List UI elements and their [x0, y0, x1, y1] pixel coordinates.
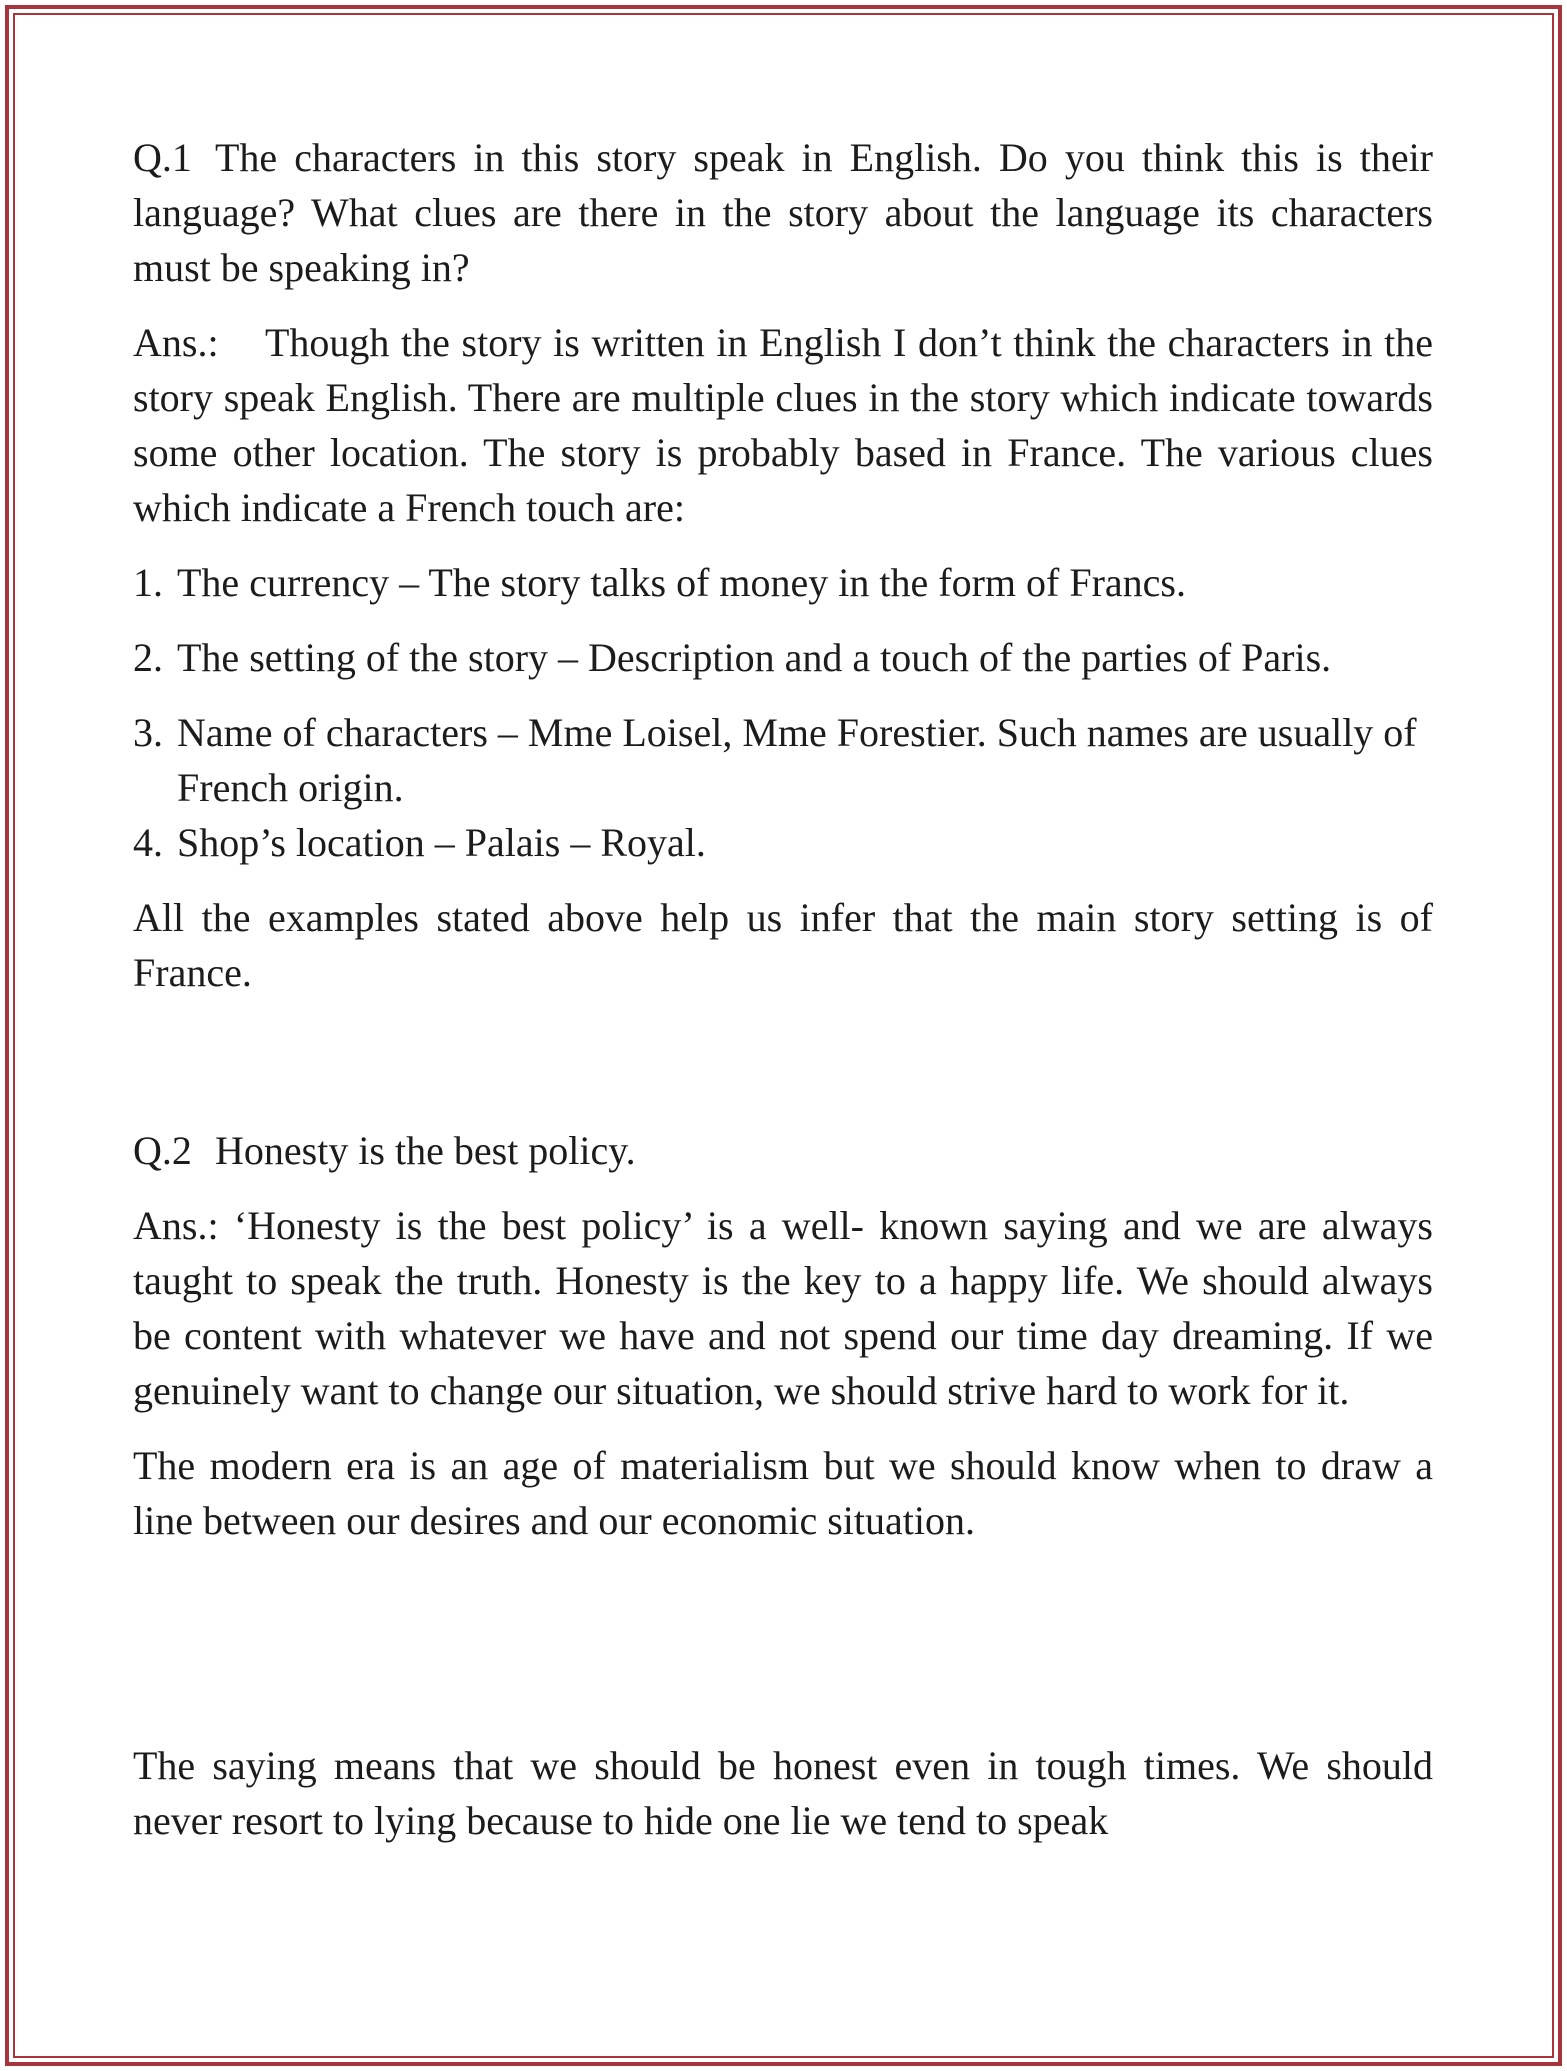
list-number: 1. — [133, 560, 163, 605]
document-body — [133, 130, 1433, 1848]
q1-answer-text: Though the story is written in English I don’t think the characters in the story speak English. There are multiple clues in the story which indicate towards some other location. The story is probably based in France. The various clues which indicate a French touch are: — [133, 320, 1433, 530]
q1-list-item-1 — [133, 555, 1433, 610]
q2-answer-label: Ans.: — [133, 1203, 219, 1248]
list-text: Name of characters – Mme Loisel, Mme Forestier. Such names are usually of French origin. — [177, 710, 1417, 810]
q1-answer-label: Ans.: — [133, 320, 219, 365]
q1-label: Q.1 — [133, 135, 192, 180]
list-text: The currency – The story talks of money in the form of Francs. — [177, 560, 1186, 605]
q2-paragraph-3: The saying means that we should be honest even in tough times. We should never resort to lying because to hide one lie we tend to speak — [133, 1743, 1433, 1843]
list-number: 3. — [133, 710, 163, 755]
q1-list-item-4 — [133, 815, 1433, 870]
q2-question-text: Honesty is the best policy. — [215, 1128, 636, 1173]
list-number: 4. — [133, 820, 163, 865]
q2-question — [133, 1123, 1433, 1178]
q2-paragraph-2: The modern era is an age of materialism but we should know when to draw a line between our desires and our economic situation. — [133, 1443, 1433, 1543]
list-text: Shop’s location – Palais – Royal. — [177, 820, 706, 865]
list-number: 2. — [133, 635, 163, 680]
q1-question-text: The characters in this story speak in English. Do you think this is their language? What clues are there in the story about the language its characters must be speaking in? — [133, 135, 1433, 290]
q1-answer — [133, 315, 1433, 535]
q1-list-item-2 — [133, 630, 1433, 685]
list-text: The setting of the story – Description and a touch of the parties of Paris. — [177, 635, 1332, 680]
q2-answer — [133, 1198, 1433, 1418]
q2-label: Q.2 — [133, 1128, 192, 1173]
q2-answer-text: ‘Honesty is the best policy’ is a well- known saying and we are always taught to speak the truth. Honesty is the key to a happy life. We should always be content with whatever we have and not spend our time day dreaming. If we genuinely want to change our situation, we should strive hard to work for it. — [133, 1203, 1433, 1413]
q1-conclusion: All the examples stated above help us infer that the main story setting is of France. — [133, 895, 1433, 995]
q1-list-item-3 — [133, 705, 1433, 815]
q1-question — [133, 130, 1433, 295]
